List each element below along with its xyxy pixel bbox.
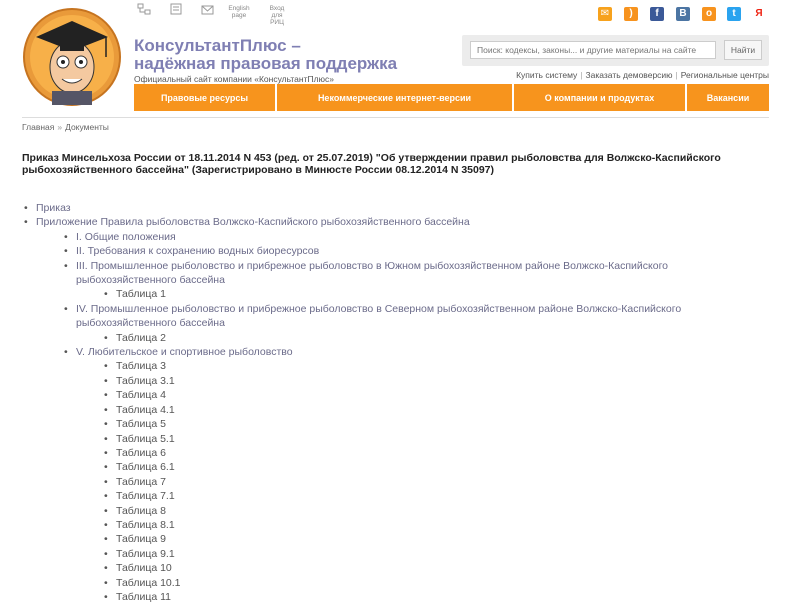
table-of-contents <box>22 201 706 604</box>
toc-item-label[interactable]: Приказ <box>36 202 71 214</box>
toc-table-item[interactable]: • Таблица 4 <box>102 388 706 402</box>
toc-table-item[interactable]: • Таблица 5.1 <box>102 432 706 446</box>
toc-section-label[interactable]: IV. Промышленное рыболовство и прибрежное рыболовство в Северном рыбохозяйственном районе Волжско-Каспийского рыбохозяйственного бассейна <box>76 302 682 330</box>
odnoklassniki-icon[interactable]: o <box>702 7 716 21</box>
order-demo-link[interactable]: Заказать демоверсию <box>585 70 673 80</box>
toc-table-item[interactable]: • Таблица 8.1 <box>102 518 706 532</box>
nav-vacancies[interactable]: Вакансии <box>687 84 769 111</box>
search-input[interactable] <box>470 41 716 59</box>
mail-envelope-icon[interactable] <box>201 3 214 18</box>
toc-table-item[interactable]: • Таблица 5 <box>102 417 706 431</box>
toc-table-item[interactable]: • Таблица 4.1 <box>102 403 706 417</box>
toc-table-item[interactable]: • Таблица 10 <box>102 561 706 575</box>
toc-table-item[interactable]: • Таблица 7.1 <box>102 489 706 503</box>
toc-table-item[interactable]: • Таблица 6 <box>102 446 706 460</box>
breadcrumb <box>22 122 109 132</box>
toc-item-label[interactable]: Приложение Правила рыболовства Волжско-Каспийского рыбохозяйственного бассейна <box>36 216 470 229</box>
toc-section[interactable] <box>62 302 706 345</box>
toc-table-list <box>76 331 706 345</box>
toc-table-item[interactable]: • Таблица 7 <box>102 475 706 489</box>
main-nav <box>134 84 769 111</box>
toc-table-item[interactable]: • Таблица 11 <box>102 590 706 604</box>
toc-table-item[interactable]: • Таблица 1 <box>102 287 706 301</box>
toc-sections <box>36 230 706 605</box>
login-link[interactable]: Вход для РИЦ <box>269 5 285 26</box>
regional-centers-link[interactable]: Региональные центры <box>680 70 769 80</box>
search-button[interactable]: Найти <box>724 40 762 60</box>
top-links <box>516 70 769 80</box>
news-icon[interactable] <box>170 3 182 18</box>
rss-icon[interactable]: ) <box>624 7 638 21</box>
toc-table-list <box>76 287 706 301</box>
toc-table-item[interactable]: • Таблица 10.1 <box>102 576 706 590</box>
social-icons <box>598 7 768 21</box>
nav-free-versions[interactable]: Некоммерческие интернет-версии <box>277 84 514 111</box>
toc-item-appendix[interactable] <box>22 215 706 604</box>
breadcrumb-separator: » <box>57 122 63 132</box>
english-page-link[interactable]: English page <box>228 5 250 19</box>
toc-table-item[interactable]: • Таблица 3 <box>102 359 706 373</box>
brand-title-line2: надёжная правовая поддержка <box>134 54 398 73</box>
breadcrumb-home[interactable]: Главная <box>22 122 55 132</box>
toc-table-item[interactable]: • Таблица 8 <box>102 504 706 518</box>
toc-table-item[interactable]: • Таблица 9.1 <box>102 547 706 561</box>
brand-subtitle: Официальный сайт компании «КонсультантПлюс» <box>134 74 334 84</box>
toc-table-item[interactable]: • Таблица 2 <box>102 331 706 345</box>
search-bar <box>462 35 769 66</box>
twitter-icon[interactable]: t <box>727 7 741 21</box>
toc-section-label[interactable]: V. Любительское и спортивное рыболовство <box>76 346 293 359</box>
breadcrumb-documents[interactable]: Документы <box>65 122 109 132</box>
toc-table-list <box>76 359 706 604</box>
toc-section[interactable] <box>62 345 706 604</box>
toc-table-item[interactable]: • Таблица 9 <box>102 532 706 546</box>
buy-system-link[interactable]: Купить систему <box>516 70 578 80</box>
toc-table-item[interactable]: • Таблица 6.1 <box>102 460 706 474</box>
nav-legal-resources[interactable]: Правовые ресурсы <box>134 84 277 111</box>
toc-section[interactable] <box>62 244 706 258</box>
toc-table-item[interactable]: • Таблица 3.1 <box>102 374 706 388</box>
mail-icon[interactable]: ✉ <box>598 7 612 21</box>
link-separator: | <box>675 70 678 80</box>
document-title: Приказ Минсельхоза России от 18.11.2014 N 453 (ред. от 25.07.2019) "Об утверждении правил рыболовства для Волжско-Каспийского рыбохозяйственного бассейна" (Зарегистрировано в Минюсте России 08.12.2014 N 35097) <box>22 152 721 176</box>
toc-section-label[interactable]: III. Промышленное рыболовство и прибрежное рыболовство в Южном рыбохозяйственном районе Волжско-Каспийского рыбохозяйственного бассейна <box>76 259 669 287</box>
sitemap-icon[interactable] <box>137 3 151 18</box>
brand-title[interactable] <box>134 37 397 73</box>
toc-section-label[interactable]: II. Требования к сохранению водных биоресурсов <box>76 245 320 258</box>
facebook-icon[interactable]: f <box>650 7 664 21</box>
toc-section[interactable] <box>62 230 706 244</box>
link-separator: | <box>580 70 583 80</box>
nav-about-company[interactable]: О компании и продуктах <box>514 84 687 111</box>
brand-title-line1: КонсультантПлюс – <box>134 36 301 55</box>
divider <box>22 117 769 118</box>
consultant-logo[interactable] <box>22 7 122 107</box>
toc-section-label[interactable]: I. Общие положения <box>76 230 176 243</box>
yandex-icon[interactable]: Я <box>752 7 766 21</box>
vkontakte-icon[interactable]: B <box>676 7 690 21</box>
toc-item-order[interactable] <box>22 201 706 215</box>
toc-section[interactable] <box>62 259 706 302</box>
